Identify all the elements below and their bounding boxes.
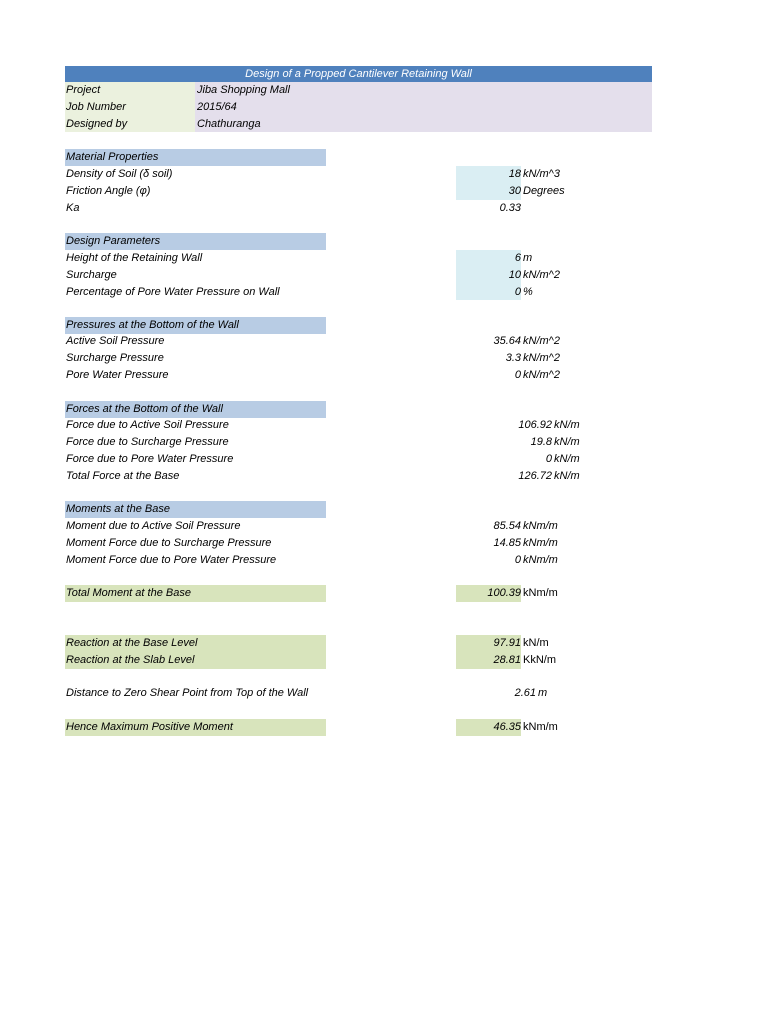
zero-shear-label: Distance to Zero Shear Point from Top of the Wall xyxy=(66,687,309,699)
pore-water-pressure-label: Pore Water Pressure xyxy=(66,369,169,381)
design-parameters-heading: Design Parameters xyxy=(65,233,326,250)
pore-water-percentage-label: Percentage of Pore Water Pressure on Wall xyxy=(66,286,280,298)
surcharge-unit: kN/m^2 xyxy=(523,269,560,281)
reaction-slab-unit: KkN/m xyxy=(523,654,556,666)
moment-active-soil-label: Moment due to Active Soil Pressure xyxy=(66,520,241,532)
wall-height-unit: m xyxy=(523,252,533,264)
total-moment-label: Total Moment at the Base xyxy=(65,585,326,602)
surcharge-value[interactable]: 10 xyxy=(508,269,521,281)
force-active-soil-label: Force due to Active Soil Pressure xyxy=(66,419,229,431)
job-number-value: 2015/64 xyxy=(197,101,237,113)
zero-shear-value: 2.61 xyxy=(514,687,536,699)
wall-height-value[interactable]: 6 xyxy=(514,252,521,264)
pore-water-percentage-value[interactable]: 0 xyxy=(514,286,521,298)
project-label: Project xyxy=(66,84,101,96)
pore-water-percentage-unit: % xyxy=(523,286,533,298)
moment-active-soil-unit: kNm/m xyxy=(523,520,558,532)
force-pore-water-label: Force due to Pore Water Pressure xyxy=(66,453,234,465)
density-unit: kN/m^3 xyxy=(523,168,560,180)
force-pore-water-unit: kN/m xyxy=(554,453,580,465)
total-force-label: Total Force at the Base xyxy=(66,470,180,482)
designed-by-label: Designed by xyxy=(66,118,128,130)
zero-shear-unit: m xyxy=(538,687,548,699)
sheet-title: Design of a Propped Cantilever Retaining Wall xyxy=(65,66,652,82)
material-properties-heading: Material Properties xyxy=(65,149,326,166)
reaction-base-label: Reaction at the Base Level xyxy=(66,637,198,649)
max-moment-unit: kNm/m xyxy=(523,721,558,733)
force-surcharge-value: 19.8 xyxy=(530,436,552,448)
total-moment-value: 100.39 xyxy=(487,587,521,599)
friction-angle-label: Friction Angle (φ) xyxy=(66,185,151,197)
surcharge-label: Surcharge xyxy=(66,269,117,281)
surcharge-pressure-label: Surcharge Pressure xyxy=(66,352,164,364)
project-value: Jiba Shopping Mall xyxy=(197,84,290,96)
max-moment-label: Hence Maximum Positive Moment xyxy=(65,719,326,736)
friction-angle-value[interactable]: 30 xyxy=(508,185,521,197)
friction-angle-unit: Degrees xyxy=(523,185,565,197)
max-moment-value: 46.35 xyxy=(493,721,521,733)
wall-height-label: Height of the Retaining Wall xyxy=(66,252,203,264)
moment-pore-water-label: Moment Force due to Pore Water Pressure xyxy=(66,554,277,566)
moment-pore-water-value: 0 xyxy=(514,554,521,566)
density-label: Density of Soil (δ soil) xyxy=(66,168,173,180)
reaction-base-unit: kN/m xyxy=(523,637,549,649)
moments-heading: Moments at the Base xyxy=(65,501,326,518)
force-active-soil-value: 106.92 xyxy=(518,419,552,431)
force-surcharge-unit: kN/m xyxy=(554,436,580,448)
force-pore-water-value: 0 xyxy=(545,453,552,465)
forces-heading: Forces at the Bottom of the Wall xyxy=(65,401,326,418)
pressures-heading: Pressures at the Bottom of the Wall xyxy=(65,317,326,334)
active-soil-pressure-unit: kN/m^2 xyxy=(523,335,560,347)
moment-surcharge-label: Moment Force due to Surcharge Pressure xyxy=(66,537,272,549)
pore-water-pressure-value: 0 xyxy=(514,369,521,381)
ka-label: Ka xyxy=(66,202,80,214)
moment-surcharge-unit: kNm/m xyxy=(523,537,558,549)
surcharge-pressure-unit: kN/m^2 xyxy=(523,352,560,364)
force-active-soil-unit: kN/m xyxy=(554,419,580,431)
reaction-slab-label: Reaction at the Slab Level xyxy=(66,654,195,666)
density-value[interactable]: 18 xyxy=(508,168,521,180)
total-moment-unit: kNm/m xyxy=(523,587,558,599)
job-number-label: Job Number xyxy=(66,101,126,113)
moment-active-soil-value: 85.54 xyxy=(493,520,521,532)
reaction-base-value: 97.91 xyxy=(493,637,521,649)
surcharge-pressure-value: 3.3 xyxy=(505,352,521,364)
force-surcharge-label: Force due to Surcharge Pressure xyxy=(66,436,229,448)
designed-by-value: Chathuranga xyxy=(197,118,261,130)
moment-surcharge-value: 14.85 xyxy=(493,537,521,549)
total-force-unit: kN/m xyxy=(554,470,580,482)
active-soil-pressure-label: Active Soil Pressure xyxy=(66,335,165,347)
total-force-value: 126.72 xyxy=(518,470,552,482)
pore-water-pressure-unit: kN/m^2 xyxy=(523,369,560,381)
reaction-slab-value: 28.81 xyxy=(493,654,521,666)
active-soil-pressure-value: 35.64 xyxy=(493,335,521,347)
ka-value: 0.33 xyxy=(499,202,521,214)
moment-pore-water-unit: kNm/m xyxy=(523,554,558,566)
